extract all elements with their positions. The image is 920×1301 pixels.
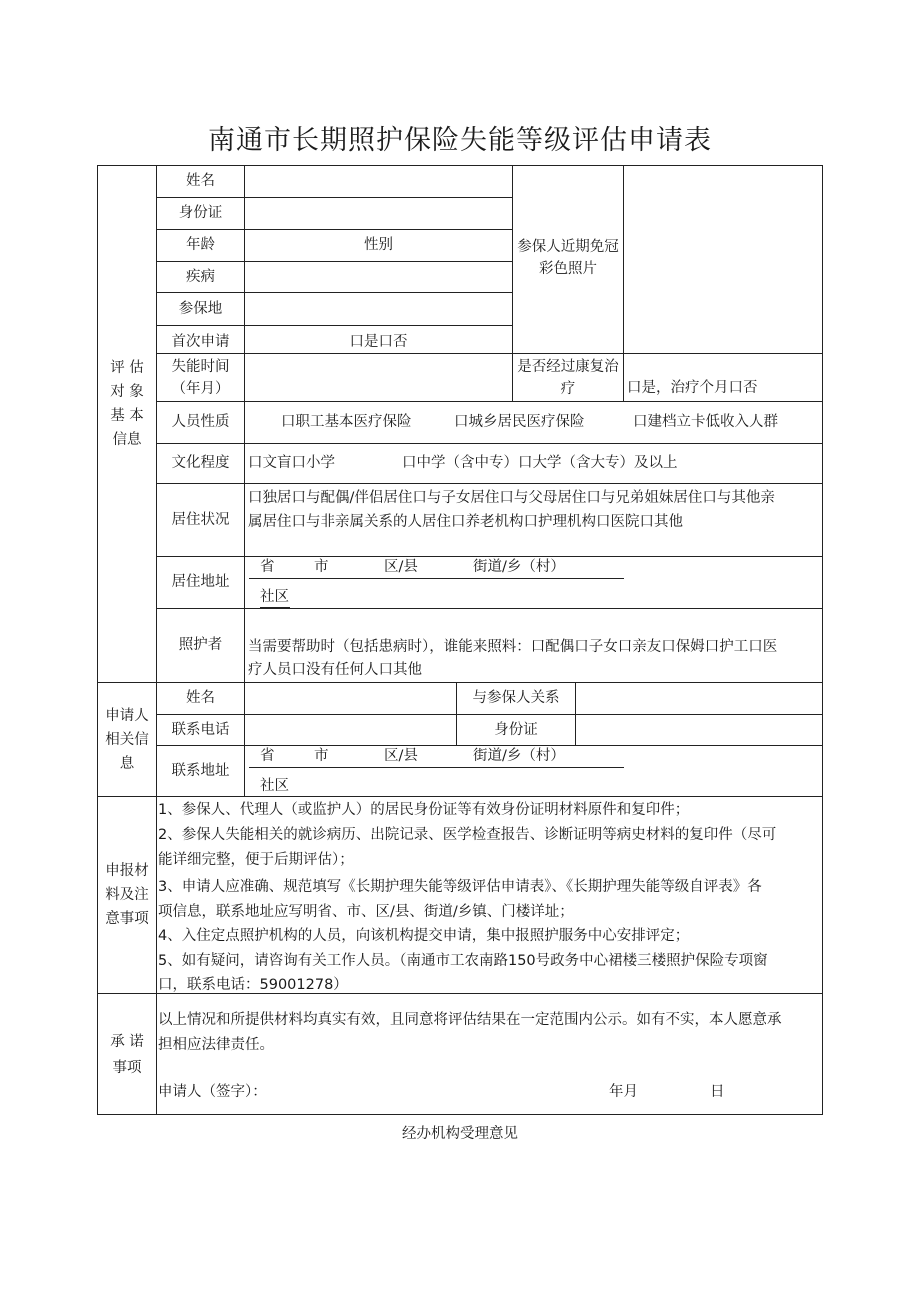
disability-time-line2: （年月）: [171, 380, 230, 397]
section4-header: [98, 994, 157, 1115]
applicant-address-field[interactable]: [245, 746, 823, 797]
applicant-addr-province: 省: [260, 748, 275, 764]
note-4: 4、入住定点照护机构的人员，向该机构提交申请，集中报照护服务中心安排评定；: [158, 928, 690, 944]
signature-field[interactable]: [277, 1082, 577, 1103]
applicant-id-field[interactable]: [576, 715, 823, 746]
section4-header-line2: 事项: [112, 1059, 142, 1076]
addr-community: 社区: [260, 589, 289, 605]
insured-place-field[interactable]: [245, 293, 513, 326]
pledge-line2: 担相应法律责任。: [158, 1037, 274, 1053]
caregiver-line2[interactable]: 疗人员口没有任何人口其他: [248, 662, 422, 678]
section3-header: [98, 797, 157, 994]
section3-header-line1: 申报材: [105, 863, 149, 879]
person-type-label: 人员性质: [157, 402, 245, 444]
applicant-addr-district: 区/县: [384, 748, 418, 764]
date-month: 年月: [609, 1084, 638, 1100]
gender-label: 性别: [364, 237, 393, 253]
living-line2[interactable]: 属居住口与非亲属关系的人居住口养老机构口护理机构口医院口其他: [248, 514, 683, 530]
education-label: 文化程度: [157, 444, 245, 484]
application-form: [97, 165, 823, 1115]
disability-time-field[interactable]: [245, 354, 513, 402]
addr-underline: [249, 578, 624, 579]
section3-header-line2: 料及注: [105, 887, 149, 903]
id-label: 身份证: [157, 198, 245, 230]
applicant-addr-street: 街道/乡（村）: [473, 748, 565, 764]
education-opt1[interactable]: 口文盲口小学: [248, 455, 335, 471]
applicant-address-label: 联系地址: [157, 746, 245, 797]
applicant-phone-label: 联系电话: [157, 715, 245, 746]
living-options[interactable]: [245, 484, 823, 557]
rehab-label: [513, 354, 624, 402]
note-5a: 5、如有疑问，请咨询有关工作人员。（南通市工农南路150号政务中心裙楼三楼照护保险专项窗: [158, 953, 768, 969]
section2-header-line3: 息: [119, 755, 135, 772]
insured-place-label: 参保地: [157, 293, 245, 326]
caregiver-options[interactable]: [245, 609, 823, 683]
applicant-phone-field[interactable]: [245, 715, 457, 746]
section1-header-line3: 基 本: [110, 408, 144, 424]
applicant-addr-community: 社区: [260, 778, 289, 794]
first-apply-label: 首次申请: [157, 326, 245, 354]
person-type-opt1[interactable]: 口职工基本医疗保险: [281, 414, 412, 430]
photo-label-line2: 彩色照片: [539, 261, 597, 277]
section4-header-line1: 承 诺: [110, 1033, 144, 1050]
note-1: 1、参保人、代理人（或监护人）的居民身份证等有效身份证明材料原件和复印件；: [158, 802, 690, 818]
education-options[interactable]: [245, 444, 823, 484]
photo-box[interactable]: [624, 166, 823, 354]
section1-header-line4: 信息: [112, 432, 142, 448]
caregiver-label: 照护者: [157, 609, 245, 683]
first-apply-options[interactable]: 口是口否: [245, 326, 513, 354]
page-title: 南通市长期照护保险失能等级评估申请表: [208, 125, 712, 156]
caregiver-line1[interactable]: 当需要帮助时（包括患病时），谁能来照料：口配偶口子女口亲友口保姆口护工口医: [248, 639, 778, 655]
disease-field[interactable]: [245, 262, 513, 293]
section1-header-line1: 评 估: [110, 360, 144, 376]
section2-header-line1: 申请人: [105, 707, 149, 724]
section1-header: [98, 166, 157, 683]
addr-street: 街道/乡（村）: [473, 559, 565, 575]
section2-header-line2: 相关信: [105, 731, 149, 748]
rehab-options[interactable]: 口是，治疗个月口否: [624, 354, 823, 402]
relation-label: 与参保人关系: [457, 683, 576, 715]
disability-time-line1: 失能时间: [171, 358, 230, 375]
note-2b: 能详细完整，便于后期评估）；: [158, 852, 354, 868]
applicant-addr-underline: [249, 767, 624, 768]
photo-label-cell: [513, 166, 624, 354]
living-line1[interactable]: 口独居口与配偶/伴侣居住口与子女居住口与父母居住口与兄弟姐妹居住口与其他亲: [248, 490, 775, 506]
addr-community-underline: [260, 607, 290, 608]
person-type-opt3[interactable]: 口建档立卡低收入人群: [633, 414, 778, 430]
pledge-cell: [157, 994, 823, 1115]
applicant-id-label: 身份证: [457, 715, 576, 746]
addr-district: 区/县: [384, 559, 418, 575]
date-day: 日: [710, 1084, 725, 1100]
education-opt2[interactable]: 口中学（含中专）口大学（含大专）及以上: [402, 455, 678, 471]
id-field[interactable]: [245, 198, 513, 230]
rehab-label-line1: 是否经过康复治: [517, 358, 619, 375]
disease-label: 疾病: [157, 262, 245, 293]
person-type-opt2[interactable]: 口城乡居民医疗保险: [454, 414, 585, 430]
applicant-name-label: 姓名: [157, 683, 245, 715]
name-field[interactable]: [245, 166, 513, 198]
applicant-name-field[interactable]: [245, 683, 457, 715]
addr-city: 市: [314, 559, 329, 575]
person-type-options[interactable]: [245, 402, 823, 444]
name-label: 姓名: [157, 166, 245, 198]
relation-field[interactable]: [576, 683, 823, 715]
notes-cell: [157, 797, 823, 994]
photo-label-line1: 参保人近期免冠: [517, 239, 619, 255]
agency-opinion-label: 经办机构受理意见: [402, 1126, 518, 1142]
disability-time-label: [157, 354, 245, 402]
pledge-line1: 以上情况和所提供材料均真实有效，且同意将评估结果在一定范围内公示。如有不实，本人愿意承: [158, 1012, 782, 1028]
applicant-addr-city: 市: [314, 748, 329, 764]
note-5b: 口，联系电话：59001278）: [158, 977, 348, 993]
addr-province: 省: [260, 559, 275, 575]
address-field[interactable]: [245, 557, 823, 609]
rehab-label-line2: 疗: [560, 380, 576, 397]
living-label: 居住状况: [157, 484, 245, 557]
section1-header-line2: 对 象: [110, 384, 144, 400]
section3-header-line3: 意事项: [105, 911, 149, 927]
signature-label: 申请人（签字）：: [158, 1084, 267, 1100]
address-label: 居住地址: [157, 557, 245, 609]
age-gender-field[interactable]: [245, 230, 513, 262]
note-3b: 项信息，联系地址应写明省、市、区/县、街道/乡镇、门楼详址；: [158, 904, 574, 920]
note-3a: 3、申请人应准确、规范填写《长期护理失能等级评估申请表》、《长期护理失能等级自评表》各: [158, 879, 762, 895]
age-label: 年龄: [157, 230, 245, 262]
section2-header: [98, 683, 157, 797]
note-2a: 2、参保人失能相关的就诊病历、出院记录、医学检查报告、诊断证明等病史材料的复印件（尽可: [158, 827, 777, 843]
